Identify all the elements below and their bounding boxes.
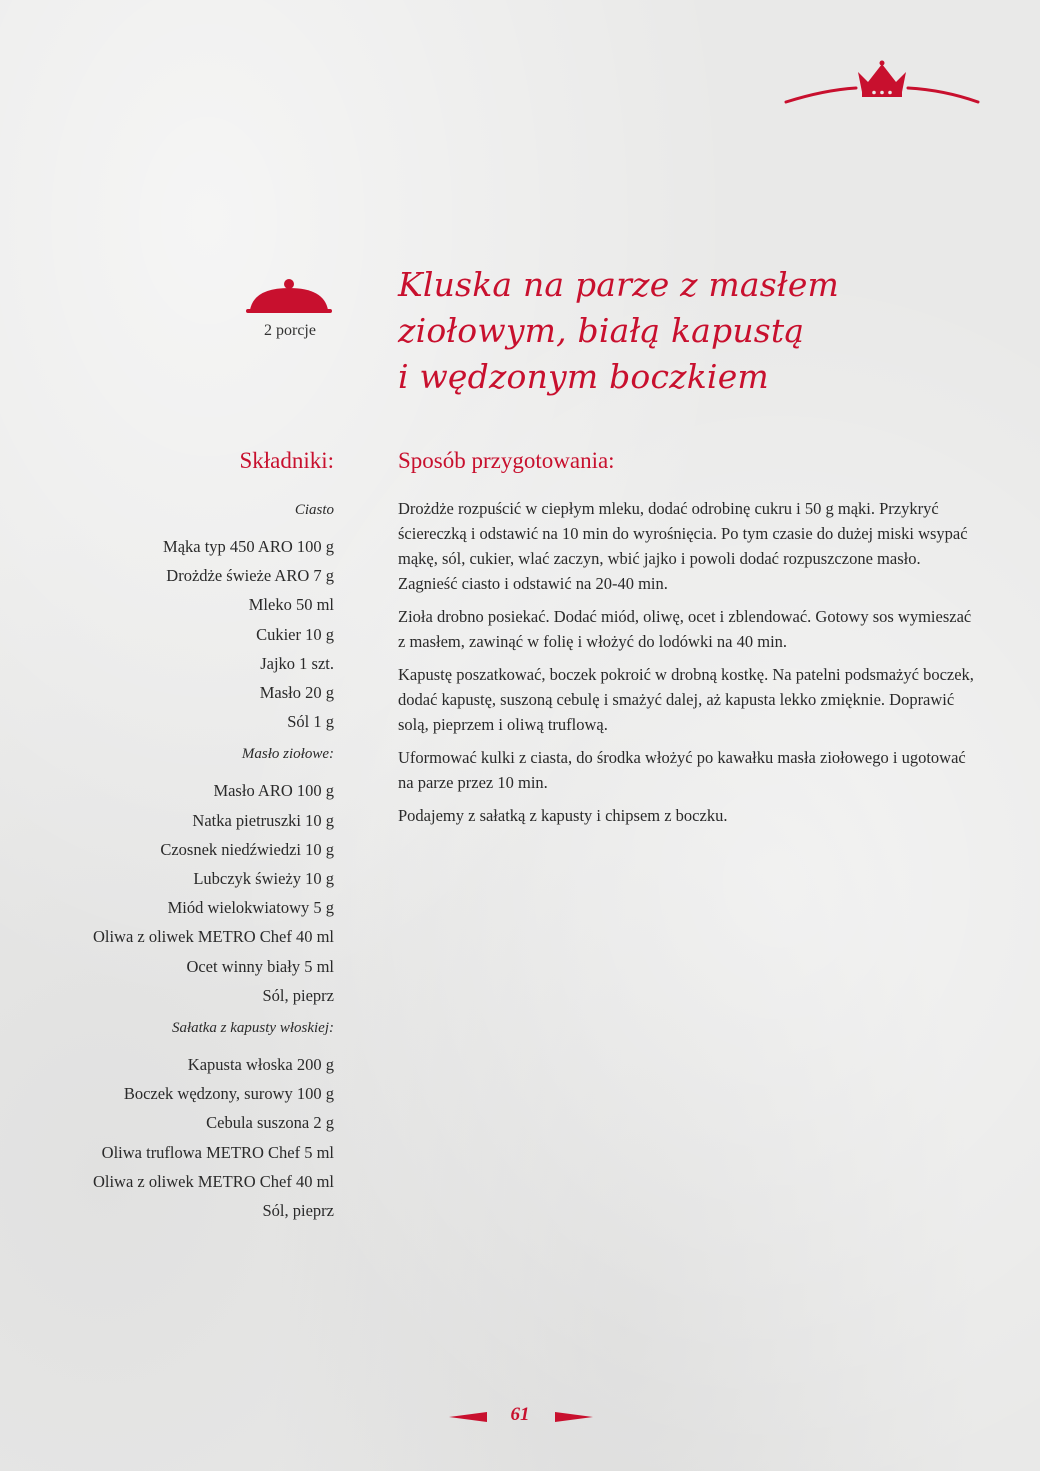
title-line: i wędzonym boczkiem bbox=[398, 357, 769, 396]
ingredient-item: Mąka typ 450 ARO 100 g bbox=[163, 537, 334, 556]
cloche-icon bbox=[246, 276, 332, 316]
ingredient-list bbox=[40, 532, 334, 736]
crown-icon bbox=[784, 58, 980, 108]
ingredient-item: Masło ARO 100 g bbox=[213, 781, 334, 801]
ingredient-item: Lubczyk świeży 10 g bbox=[193, 869, 334, 889]
ingredient-item: Jajko 1 szt. bbox=[260, 653, 334, 673]
method-column bbox=[398, 446, 978, 836]
arrow-right-icon bbox=[555, 1410, 593, 1424]
method-paragraph: Uformować kulki z ciasta, do środka włożyć po kawałku masła ziołowego i ugotować na parze przez 10 min. bbox=[398, 748, 966, 792]
ingredient-item: Cebula suszona 2 g bbox=[206, 1113, 334, 1133]
ingredient-item: Kapusta włoska 200 g bbox=[187, 1055, 334, 1075]
title-line: ziołowym, białą kapustą bbox=[398, 311, 805, 350]
method-paragraph: Drożdże rozpuścić w ciepłym mleku, dodać odrobinę cukru i 50 g mąki. Przykryć ściereczką i odstawić na 10 min do wyrośnięcia. Po tym czasie do dużej miski wsypać mąkę, sól, cukier, wlać zaczyn, wbić jajko i powoli dodać rozpuszczone masło. Zagnieść ciasto i odstawić na 20-40 min. bbox=[398, 499, 968, 593]
ingredient-item: Mleko 50 ml bbox=[248, 595, 334, 615]
recipe-title bbox=[398, 262, 998, 400]
ingredient-item: Natka pietruszki 10 g bbox=[192, 810, 334, 830]
ingredient-list bbox=[40, 776, 334, 1010]
ingredient-item: Sól, pieprz bbox=[262, 985, 334, 1005]
ingredient-list bbox=[40, 1050, 334, 1225]
section-title: Masło ziołowe: bbox=[241, 746, 334, 763]
ingredient-item: Oliwa z oliwek METRO Chef 40 ml bbox=[92, 927, 334, 947]
ingredient-item: Oliwa truflowa METRO Chef 5 ml bbox=[101, 1142, 334, 1162]
arrow-left-icon bbox=[449, 1410, 487, 1424]
ingredient-item: Cukier 10 g bbox=[256, 624, 334, 644]
ingredient-item: Masło 20 g bbox=[259, 683, 334, 703]
ingredient-item: Drożdże świeże ARO 7 g bbox=[166, 566, 334, 586]
ingredients-column bbox=[40, 446, 334, 1231]
ingredient-item: Boczek wędzony, surowy 100 g bbox=[123, 1084, 334, 1104]
ingredient-item: Sól 1 g bbox=[287, 712, 334, 732]
ingredient-item: Sól, pieprz bbox=[262, 1201, 334, 1221]
title-line: Kluska na parze z masłem bbox=[398, 265, 840, 304]
ingredients-heading: Składniki: bbox=[239, 448, 334, 473]
method-heading: Sposób przygotowania: bbox=[398, 448, 615, 473]
section-title: Sałatka z kapusty włoskiej: bbox=[171, 1020, 334, 1037]
method-paragraph: Zioła drobno posiekać. Dodać miód, oliwę, ocet i zblendować. Gotowy sos wymieszać z masłem, zawinąć w folię i włożyć do lodówki na 40 min. bbox=[398, 607, 972, 651]
ingredient-item: Ocet winny biały 5 ml bbox=[186, 956, 334, 976]
ingredient-item: Miód wielokwiatowy 5 g bbox=[167, 898, 334, 918]
page-number: 61 bbox=[510, 1404, 530, 1425]
section-title: Ciasto bbox=[294, 502, 334, 518]
method-paragraph: Kapustę poszatkować, boczek pokroić w drobną kostkę. Na patelni podsmażyć boczek, dodać kapustę, suszoną cebulę i smażyć dalej, aż kapusta lekko zmięknie. Doprawić solą, pieprzem i oliwą truflową. bbox=[398, 665, 974, 734]
ingredient-item: Czosnek niedźwiedzi 10 g bbox=[160, 839, 334, 859]
method-paragraph: Podajemy z sałatką z kapusty i chipsem z boczku. bbox=[398, 806, 728, 825]
ingredient-item: Oliwa z oliwek METRO Chef 40 ml bbox=[92, 1171, 334, 1191]
portions-label: 2 porcje bbox=[264, 322, 316, 339]
